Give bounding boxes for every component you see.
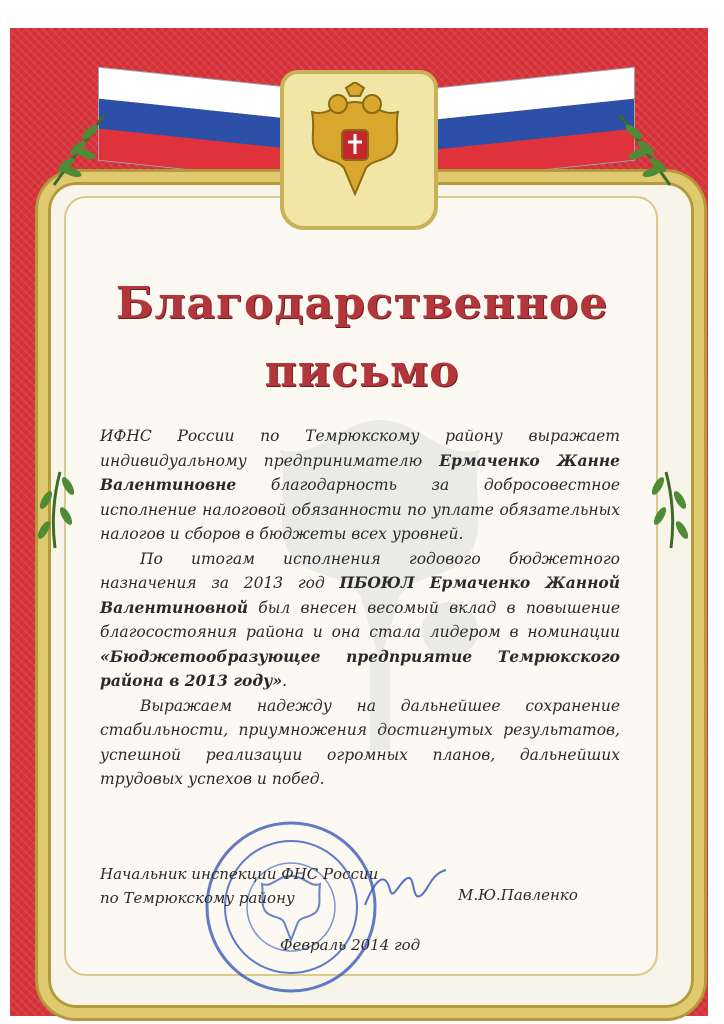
laurel-branch-icon <box>636 470 706 550</box>
paragraph-2: По итогам исполнения годового бюджетного назначения за 2013 год ПБОЮЛ Ермаченко Жанной Валентиновной был внесен весомый вклад в повышение благосостояния района и она стала лидером в номинации «Бюджетообразующее предприятие Темрюкского района в 2013 году». <box>100 549 620 690</box>
paragraph-1: ИФНС России по Темрюкскому району выражает индивидуальному предпринимателю Ермаченко Жанне Валентиновне благодарность за добросовестное исполнение налоговой обязанности по уплате обязательных налогов и сборов в бюджеты всех уровней. <box>100 427 620 543</box>
laurel-branch-icon <box>20 470 90 550</box>
certificate-title-line1: Благодарственное <box>115 278 609 329</box>
certificate-title-line2: письмо <box>264 346 460 397</box>
recipient-name: Ермаченко Жанне Валентиновне <box>100 450 620 494</box>
laurel-branch-icon <box>610 110 680 190</box>
letter-body <box>100 424 620 792</box>
coat-of-arms-eagle-icon <box>298 82 412 206</box>
nomination: «Бюджетообразующее предприятие Темрюкского района в 2013 году» <box>100 646 620 690</box>
issue-date: Февраль 2014 год <box>280 936 421 954</box>
signatory-name: М.Ю.Павленко <box>458 886 578 904</box>
signatory-position: Начальник инспекции ФНС России по Темрюкскому району <box>100 865 379 907</box>
recipient-name-2: ПБОЮЛ Ермаченко Жанной Валентиновной <box>100 573 620 617</box>
laurel-branch-icon <box>44 110 114 190</box>
paragraph-3: Выражаем надежду на дальнейшее сохранение стабильности, приумножения достигнутых результатов, успешной реализации огромных планов, дальнейших трудовых успехов и побед. <box>100 696 620 788</box>
